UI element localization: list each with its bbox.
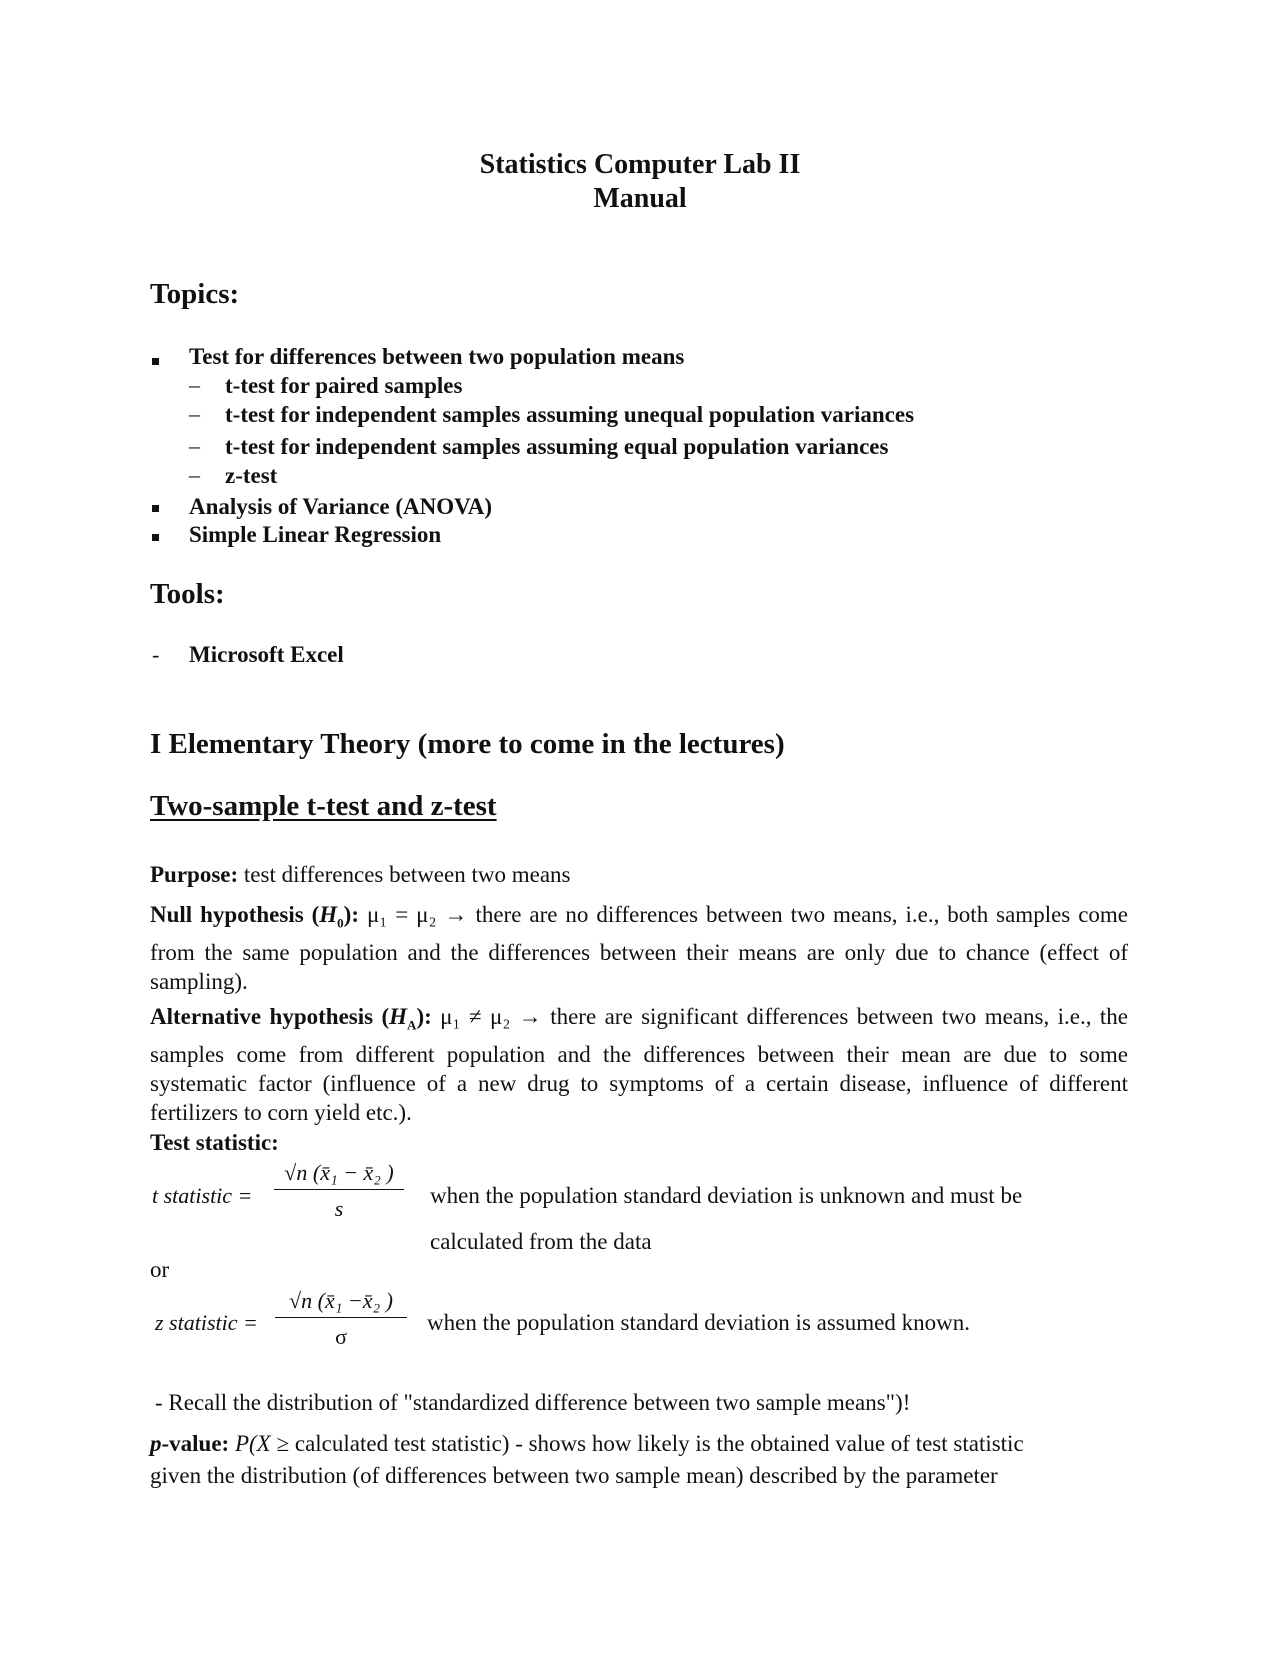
dash-bullet-icon: – [189, 462, 200, 487]
pvalue-expression: P(X ≥ [229, 1431, 295, 1456]
alt-hypothesis-expression: μ₁ ≠ μ₂ → [431, 1004, 551, 1029]
purpose-paragraph [150, 860, 1128, 889]
pvalue-text-cont: given the distribution (of differences between two sample mean) described by the parameter [150, 1463, 998, 1488]
z-formula-lhs: z statistic = [155, 1310, 258, 1335]
dash-bullet-icon: – [189, 372, 200, 397]
z-formula-denominator: σ [335, 1324, 347, 1349]
dash-bullet-icon: – [189, 433, 200, 458]
t-formula-lhs: t statistic = [152, 1183, 253, 1208]
null-hypothesis-paragraph: Null hypothesis $(H_0)$: μ₁ = μ₂ → there are no differences between two means, i.e., both samples come from the same population and the differences between their means are only due to chance (effect of sampling). [150, 902, 1129, 994]
document-title: Statistics Computer Lab II [479, 149, 801, 180]
z-formula-description: when the population standard deviation is assumed known. [427, 1310, 970, 1335]
dash-bullet-icon: – [189, 401, 200, 426]
square-bullet-icon [152, 505, 159, 512]
tool-item: Microsoft Excel [189, 642, 344, 667]
topic-subitem: t-test for paired samples [225, 373, 463, 398]
purpose-text: test differences between two means [238, 862, 571, 887]
z-formula-numerator: √n (x̄₁ −x̄₂ ) [275, 1288, 407, 1318]
purpose-label: Purpose: [150, 862, 239, 887]
document-subtitle: Manual [593, 183, 687, 214]
topic-subitem: z-test [225, 463, 278, 488]
square-bullet-icon [152, 534, 159, 541]
topic-subitem: t-test for independent samples assuming equal population variances [225, 434, 889, 459]
t-formula-fraction [274, 1160, 404, 1222]
section-subheading: Two-sample t-test and z-test [150, 790, 497, 822]
tools-heading: Tools: [150, 578, 225, 610]
t-formula-description: when the population standard deviation is unknown and must be [430, 1183, 1023, 1208]
section-heading: I Elementary Theory (more to come in the lectures) [150, 728, 785, 760]
or-text: or [150, 1257, 170, 1282]
topic-subitem: t-test for independent samples assuming unequal population variances [225, 402, 915, 427]
null-hypothesis-text: there are no differences between two means, i.e., both samples come from the same population and the differences between their means are only due to chance (effect of sampling). [150, 902, 1129, 994]
topics-heading: Topics: [150, 278, 240, 310]
t-formula-denominator: s [334, 1196, 344, 1221]
alt-hypothesis-text: there are significant differences between two means, i.e., the samples come from different population and the differences between their mean are due to some systematic factor (influence of a new drug to symptoms of a certain disease, influence of different fertilizers to corn yield etc.). [150, 1004, 1128, 1125]
square-bullet-icon [152, 358, 159, 365]
alt-hypothesis-paragraph: Alternative hypothesis $(H_A)$: μ₁ ≠ μ₂ → there are significant differences between two means, i.e., the samples come from different population and the differences between their mean are due to some systematic factor (influence of a new drug to symptoms of a certain disease, influence of different fertilizers to corn yield etc.). [150, 1004, 1128, 1125]
t-formula-description-cont: calculated from the data [430, 1229, 652, 1254]
t-formula-numerator: √n (x̄₁ − x̄₂ ) [274, 1160, 404, 1190]
pvalue-paragraph: p-value: P(X ≥ calculated test statistic) - shows how likely is the obtained value of test statistic given the distribution (of differences between two sample mean) described by the parameter [150, 1431, 1024, 1488]
topic-item: Analysis of Variance (ANOVA) [189, 494, 493, 519]
z-formula-fraction [275, 1288, 407, 1350]
null-hypothesis-expression: μ₁ = μ₂ → [359, 902, 476, 927]
recall-note: - Recall the distribution of "standardized difference between two sample means")! [155, 1390, 911, 1415]
test-statistic-heading: Test statistic: [150, 1130, 279, 1155]
tools-dash-icon: - [152, 642, 160, 667]
topic-item: Simple Linear Regression [189, 522, 442, 547]
pvalue-text: calculated test statistic) - shows how likely is the obtained value of test statistic [294, 1431, 1024, 1456]
topic-item: Test for differences between two population means [189, 344, 685, 369]
